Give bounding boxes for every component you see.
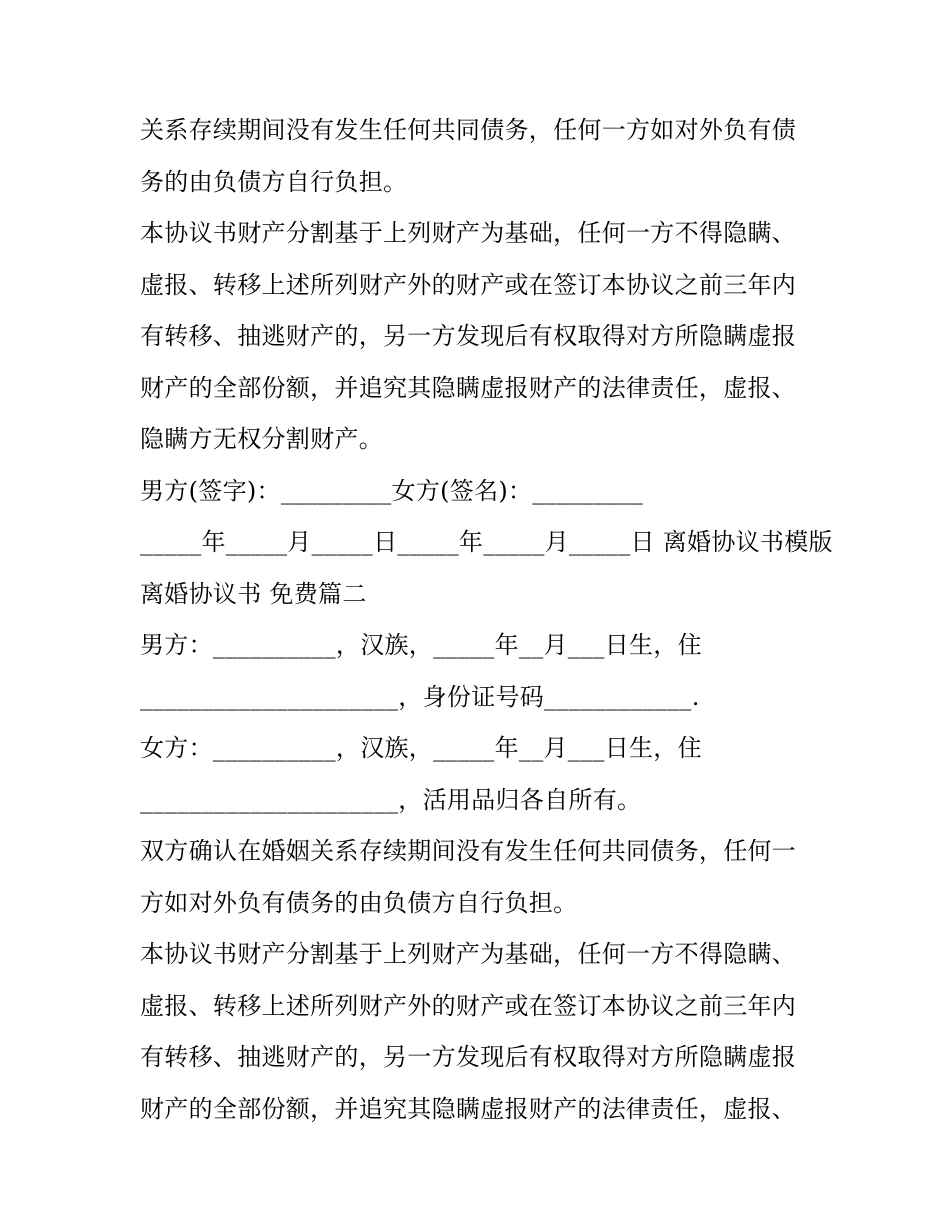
text-line: 有转移、抽逃财产的，另一方发现后有权取得对方所隐瞒虚报 — [140, 1043, 797, 1071]
signature-line: 男方(签字)：_________女方(签名)：_________ — [140, 476, 644, 505]
male-party-line: 男方：__________，汉族，_____年__月___日生，住 — [140, 631, 702, 659]
text-line: 虚报、转移上述所列财产外的财产或在签订本协议之前三年内 — [140, 270, 797, 299]
document-body — [140, 105, 833, 1135]
text-line: 有转移、抽逃财产的，另一方发现后有权取得对方所隐瞒虚报 — [140, 322, 797, 350]
text-line: 财产的全部份额，并追究其隐瞒虚报财产的法律责任，虚报、 — [140, 373, 797, 402]
text-line: 关系存续期间没有发生任何共同债务，任何一方如对外负有债 — [140, 116, 797, 144]
text-line: 方如对外负有债务的由负债方自行负担。 — [140, 888, 578, 917]
text-line: 虚报、转移上述所列财产外的财产或在签订本协议之前三年内 — [140, 991, 797, 1020]
text-line: 双方确认在婚姻关系存续期间没有发生任何共同债务，任何一 — [140, 837, 797, 865]
section-title: 离婚协议书 免费篇二 — [140, 579, 367, 608]
text-line: 务的由负债方自行负担。 — [140, 167, 408, 196]
text-line: 隐瞒方无权分割财产。 — [140, 425, 383, 453]
text-line: 本协议书财产分割基于上列财产为基础，任何一方不得隐瞒、 — [140, 219, 797, 247]
male-id-line: _____________________，身份证号码____________. — [140, 682, 700, 711]
female-property-line: _____________________，活用品归各自所有。 — [140, 785, 642, 814]
female-party-line: 女方：__________，汉族，_____年__月___日生，住 — [140, 734, 702, 762]
text-line: 财产的全部份额，并追究其隐瞒虚报财产的法律责任，虚报、 — [140, 1094, 797, 1123]
text-line: 本协议书财产分割基于上列财产为基础，任何一方不得隐瞒、 — [140, 940, 797, 968]
date-line: _____年_____月_____日_____年_____月_____日 离婚协议书模版 — [140, 528, 833, 556]
